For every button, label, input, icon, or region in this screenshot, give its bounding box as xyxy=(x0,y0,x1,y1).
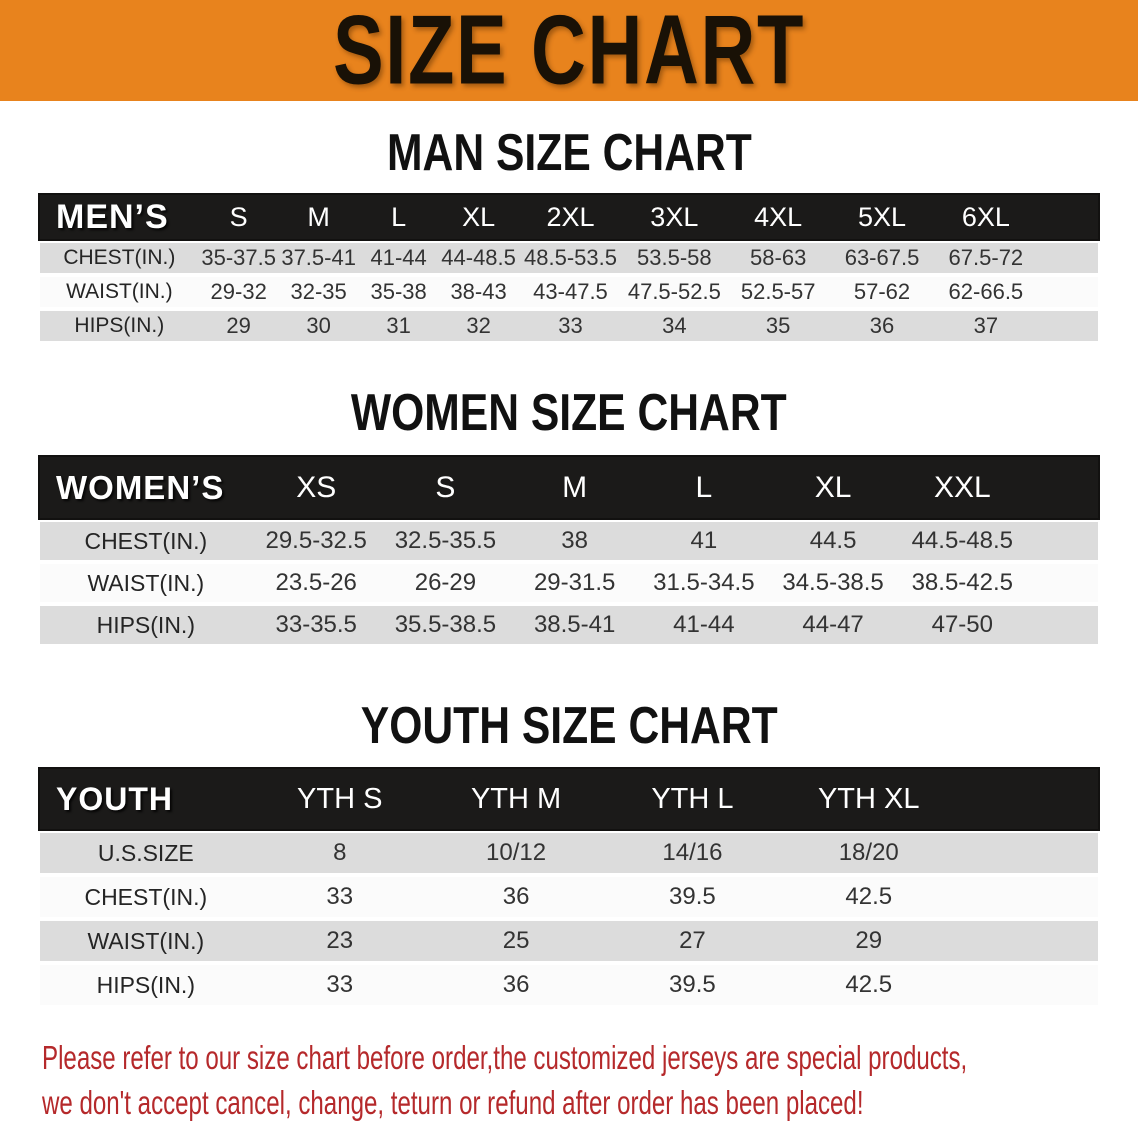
size-value: 63-67.5 xyxy=(844,245,920,270)
size-value: 35-37.5 xyxy=(201,245,276,270)
size-value: 35 xyxy=(765,313,791,338)
size-column-header: 4XL xyxy=(754,201,803,232)
size-value: 58-63 xyxy=(750,245,807,270)
men-section-heading xyxy=(0,101,1138,182)
size-value: 10/12 xyxy=(486,839,547,866)
table-row xyxy=(40,522,1098,560)
size-value: 30 xyxy=(306,313,331,338)
size-value: 57-62 xyxy=(853,279,911,304)
size-value: 42.5 xyxy=(845,971,893,998)
size-value: 44-48.5 xyxy=(441,245,516,270)
size-value: 35.5-38.5 xyxy=(394,611,497,638)
size-value: 37 xyxy=(973,313,999,338)
size-value: 26-29 xyxy=(414,569,477,596)
size-column-header: XS xyxy=(296,470,337,504)
table-row xyxy=(40,921,1098,961)
size-value: 8 xyxy=(333,839,347,866)
table-header-row xyxy=(40,457,1098,518)
size-value: 41-44 xyxy=(370,245,427,270)
women-size-table xyxy=(40,457,1098,644)
banner xyxy=(0,0,1138,106)
size-value: 25 xyxy=(502,927,530,954)
size-value: 38-43 xyxy=(450,279,507,304)
size-column-header: 5XL xyxy=(857,201,907,232)
size-value: 23 xyxy=(326,927,354,954)
row-label: HIPS(IN.) xyxy=(74,314,165,337)
size-column-header: YTH XL xyxy=(817,782,920,815)
size-value: 39.5 xyxy=(669,971,716,998)
table-row xyxy=(40,277,1098,307)
size-column-header: S xyxy=(229,201,248,232)
youth-section-heading-text: YOUTH SIZE CHART xyxy=(360,697,778,755)
table-title: WOMEN’S xyxy=(56,468,225,506)
size-value: 67.5-72 xyxy=(948,245,1024,270)
size-value: 34 xyxy=(662,313,687,338)
men-size-table xyxy=(40,195,1098,341)
size-value: 29-32 xyxy=(210,279,267,304)
size-value: 38 xyxy=(561,527,588,554)
size-value: 29 xyxy=(855,927,883,954)
size-column-header: YTH M xyxy=(470,782,562,815)
row-label: HIPS(IN.) xyxy=(96,971,195,998)
size-column-header: 2XL xyxy=(546,201,595,232)
size-value: 23.5-26 xyxy=(275,569,357,596)
size-value: 33 xyxy=(326,883,354,910)
table-row xyxy=(40,877,1098,917)
size-column-header: YTH S xyxy=(297,782,383,815)
row-label: WAIST(IN.) xyxy=(87,569,205,596)
table-row xyxy=(40,833,1098,873)
disclaimer-line-2-text: we don't accept cancel, change, teturn or refund after order has been placed! xyxy=(42,1084,864,1121)
youth-section-heading xyxy=(0,644,1138,755)
disclaimer-line-2 xyxy=(42,1080,1138,1125)
size-value: 27 xyxy=(679,927,706,954)
table-title: MEN’S xyxy=(56,197,169,236)
row-label: CHEST(IN.) xyxy=(84,883,208,910)
size-value: 14/16 xyxy=(662,839,723,866)
row-label: WAIST(IN.) xyxy=(66,280,173,303)
size-value: 32 xyxy=(466,313,491,338)
size-value: 53.5-58 xyxy=(637,245,712,270)
size-value: 33 xyxy=(326,971,354,998)
table-row xyxy=(40,243,1098,273)
section-youth xyxy=(0,644,1138,1005)
size-value: 44.5-48.5 xyxy=(911,527,1013,554)
row-label: CHEST(IN.) xyxy=(63,246,176,269)
size-column-header: M xyxy=(562,470,588,504)
size-column-header: S xyxy=(435,470,456,504)
table-header-row xyxy=(40,769,1098,829)
size-value: 41 xyxy=(690,527,718,554)
size-value: 48.5-53.5 xyxy=(524,245,617,270)
disclaimer-line-1-text: Please refer to our size chart before order,the customized jerseys are special products, xyxy=(42,1039,968,1076)
size-value: 36 xyxy=(869,313,895,338)
size-column-header: L xyxy=(695,470,713,504)
size-column-header: XL xyxy=(814,470,852,504)
women-section-heading-text: WOMEN SIZE CHART xyxy=(351,384,787,442)
table-row xyxy=(40,564,1098,602)
size-value: 34.5-38.5 xyxy=(782,569,884,596)
table-row xyxy=(40,311,1098,341)
size-value: 36 xyxy=(502,971,530,998)
youth-size-table xyxy=(40,769,1098,1005)
section-women xyxy=(0,341,1138,644)
size-value: 43-47.5 xyxy=(533,279,608,304)
row-label: WAIST(IN.) xyxy=(87,927,205,954)
size-value: 62-66.5 xyxy=(948,279,1024,304)
size-value: 29 xyxy=(226,313,251,338)
size-column-header: YTH L xyxy=(651,782,734,815)
size-value: 36 xyxy=(502,883,530,910)
size-column-header: XXL xyxy=(933,470,991,504)
size-value: 31.5-34.5 xyxy=(653,569,755,596)
size-value: 29.5-32.5 xyxy=(265,527,367,554)
size-value: 33 xyxy=(558,313,583,338)
section-men xyxy=(0,101,1138,341)
size-value: 44.5 xyxy=(809,527,857,554)
size-column-header: M xyxy=(307,201,330,232)
men-section-heading-text: MAN SIZE CHART xyxy=(386,124,752,182)
size-value: 39.5 xyxy=(669,883,716,910)
size-value: 47.5-52.5 xyxy=(627,279,721,304)
size-value: 52.5-57 xyxy=(740,279,816,304)
table-row xyxy=(40,965,1098,1005)
size-value: 32-35 xyxy=(290,279,347,304)
women-section-heading xyxy=(0,341,1138,442)
size-value: 42.5 xyxy=(845,883,893,910)
size-value: 37.5-41 xyxy=(281,245,356,270)
table-header-row xyxy=(40,195,1098,239)
size-value: 32.5-35.5 xyxy=(394,527,497,554)
disclaimer xyxy=(42,1035,1138,1125)
table-row xyxy=(40,606,1098,644)
size-column-header: L xyxy=(391,201,407,232)
row-label: U.S.SIZE xyxy=(97,839,194,866)
size-value: 38.5-41 xyxy=(533,611,616,638)
size-column-header: 6XL xyxy=(961,201,1010,232)
size-value: 38.5-42.5 xyxy=(911,569,1013,596)
row-label: CHEST(IN.) xyxy=(84,527,208,554)
size-value: 47-50 xyxy=(931,611,993,638)
disclaimer-line-1 xyxy=(42,1035,1138,1080)
table-title: YOUTH xyxy=(56,780,173,817)
size-value: 41-44 xyxy=(673,611,735,638)
row-label: HIPS(IN.) xyxy=(96,611,195,638)
size-value: 35-38 xyxy=(370,279,427,304)
size-column-header: 3XL xyxy=(650,201,699,232)
size-value: 31 xyxy=(386,313,411,338)
size-column-header: XL xyxy=(462,201,496,232)
size-value: 44-47 xyxy=(802,611,864,638)
size-value: 33-35.5 xyxy=(275,611,357,638)
size-value: 18/20 xyxy=(838,839,899,866)
banner-title: SIZE CHART xyxy=(333,0,805,106)
size-value: 29-31.5 xyxy=(533,569,616,596)
